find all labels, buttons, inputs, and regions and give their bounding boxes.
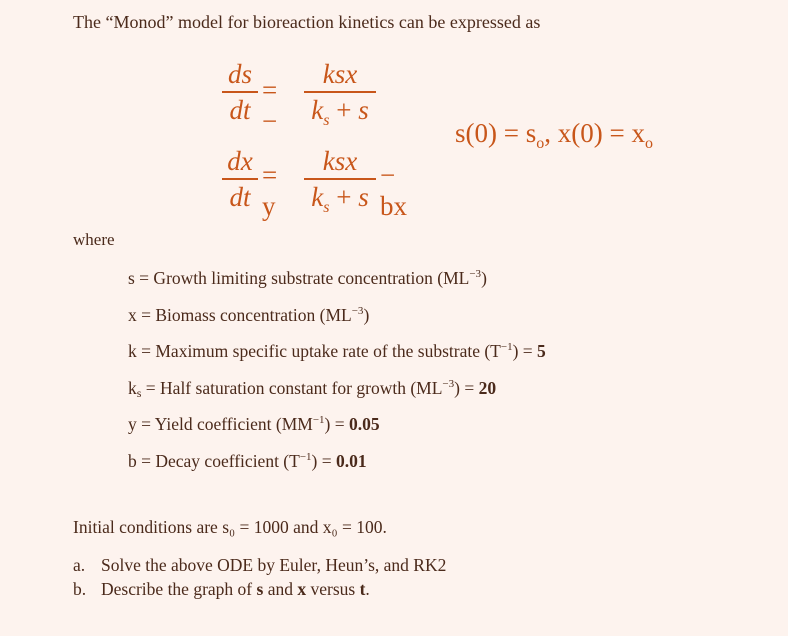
definition-ks: ks = Half saturation constant for growth $(ML^{-3}) = 20$ [128, 377, 497, 400]
eq1-rhs-numerator: ksx [322, 59, 358, 89]
dt-denominator: dt [229, 94, 251, 125]
definitions-list [128, 262, 546, 481]
eq1-equals: = − [262, 75, 278, 136]
definition-b: b = Decay coefficient $(T^{-1}) = 0.01$ [128, 450, 367, 471]
definition-s: s = Growth limiting substrate concentration $(ML^{-3})$ [128, 268, 487, 288]
intro-text: The “Monod” model for bioreaction kinetics can be expressed as [73, 12, 541, 32]
dx-numerator: dx [227, 146, 253, 176]
ds-numerator: ds [227, 59, 252, 89]
eq1-rhs-fraction [304, 58, 376, 137]
where-label: where [73, 230, 115, 249]
initial-conditions-text: Initial conditions are s₀ = 1000 and x₀ = 100. [73, 517, 387, 537]
eq2-rhs-denominator: $k_s + s$ [311, 181, 369, 216]
task-list [73, 553, 446, 601]
dx-dt-fraction [222, 145, 258, 213]
definition-x: x = Biomass concentration $(ML^{-3})$ [128, 304, 370, 325]
eq2-rhs-numerator: ksx [322, 146, 358, 176]
task-b: b. Describe the graph of s and x versus t. [73, 579, 370, 599]
task-a: a. Solve the above ODE by Euler, Heun’s, and RK2 [73, 555, 447, 575]
ds-dt-fraction [222, 58, 258, 126]
eq1-rhs-denominator: $k_s + s$ [311, 94, 369, 129]
definition-k: k = Maximum specific uptake rate of the substrate $(T^{-1}) = 5$ [128, 341, 546, 361]
dt-denominator-2: dt [229, 181, 251, 212]
eq2-rhs-fraction [304, 145, 376, 224]
initial-condition-formula: $s(0) = s_o$, $x(0) = x_o$ [455, 118, 653, 152]
definition-y: y = Yield coefficient $(MM^{-1}) = 0.05$ [128, 414, 380, 434]
eq2-equals: = y [262, 160, 278, 221]
eq2-tail: − bx [380, 160, 407, 221]
